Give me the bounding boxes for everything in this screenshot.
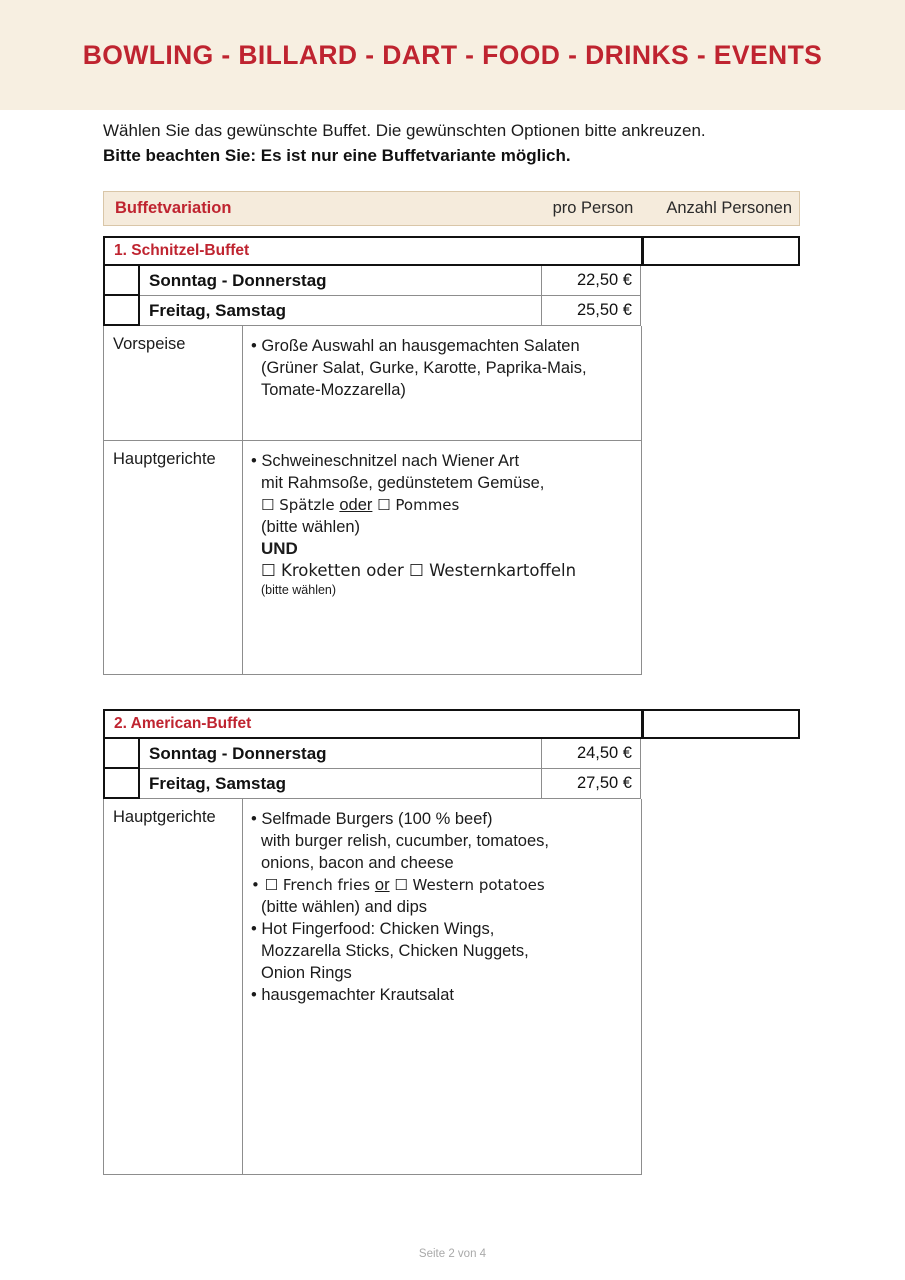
option-conjunction: oder xyxy=(339,496,373,514)
option-note: (bitte wählen) xyxy=(261,518,361,536)
anzahl-personen-input-american[interactable] xyxy=(642,709,800,739)
price-row-amount: 22,50 € xyxy=(542,266,641,296)
price-row-amount: 27,50 € xyxy=(542,769,641,799)
price-row-amount: 24,50 € xyxy=(542,739,641,769)
dish-line: • Große Auswahl an hausgemachten Salaten xyxy=(251,337,580,355)
option-connector-und: UND xyxy=(261,539,298,558)
checkbox-western-potatoes[interactable]: ☐ Western potatoes xyxy=(389,876,545,894)
course-label: Hauptgerichte xyxy=(104,441,243,675)
buffet-title-box xyxy=(103,709,643,739)
option-line-kroketten-westernkartoffeln[interactable]: ☐ Kroketten oder ☐ Westernkartoffeln xyxy=(261,561,577,580)
price-row xyxy=(103,296,800,326)
column-header-anzahl-personen: Anzahl Personen xyxy=(666,199,792,217)
page-number-label: Seite 2 von 4 xyxy=(418,1248,487,1260)
course-label: Hauptgerichte xyxy=(104,799,243,1175)
option-note: (bitte wählen) and dips xyxy=(261,898,428,916)
course-row-hauptgerichte xyxy=(103,799,800,1175)
buffet-title-box xyxy=(103,236,643,266)
banner-title: BOWLING - BILLARD - DART - FOOD - DRINKS - EVENTS xyxy=(82,39,823,70)
option-conjunction: or xyxy=(374,876,390,894)
dish-line: Tomate-Mozzarella) xyxy=(261,381,406,399)
checkbox-spaetzle[interactable]: ☐ Spätzle xyxy=(261,496,340,514)
dish-line: • Selfmade Burgers (100 % beef) xyxy=(251,810,493,828)
dish-line: • Schweineschnitzel nach Wiener Art xyxy=(251,452,520,470)
anzahl-personen-input-schnitzel[interactable] xyxy=(642,236,800,266)
course-row-vorspeise xyxy=(103,326,800,441)
table-column-header xyxy=(103,191,800,226)
buffet-select-checkbox-american-fri-sat[interactable] xyxy=(103,769,140,799)
price-row-days: Freitag, Samstag xyxy=(140,296,542,326)
price-row-amount: 25,50 € xyxy=(542,296,641,326)
dish-line: onions, bacon and cheese xyxy=(261,854,454,872)
buffet-title: 1. Schnitzel-Buffet xyxy=(114,242,250,259)
checkbox-french-fries[interactable]: • ☐ French fries xyxy=(251,876,375,894)
price-row xyxy=(103,266,800,296)
course-row-hauptgerichte xyxy=(103,441,800,675)
dish-line: Onion Rings xyxy=(261,964,352,982)
dish-line: (Grüner Salat, Gurke, Karotte, Paprika-Mais, xyxy=(261,359,587,377)
buffet-select-checkbox-schnitzel-sun-thu[interactable] xyxy=(103,266,140,296)
buffet-block-american xyxy=(103,709,800,1175)
intro-line-1: Wählen Sie das gewünschte Buffet. Die gewünschten Optionen bitte ankreuzen. xyxy=(103,121,706,140)
column-header-buffetvariation: Buffetvariation xyxy=(115,199,232,217)
price-row-days: Sonntag - Donnerstag xyxy=(140,266,542,296)
checkbox-pommes[interactable]: ☐ Pommes xyxy=(372,496,460,514)
buffet-select-checkbox-schnitzel-fri-sat[interactable] xyxy=(103,296,140,326)
course-body xyxy=(243,799,642,1175)
price-row xyxy=(103,739,800,769)
buffet-title-row xyxy=(103,709,800,739)
course-label: Vorspeise xyxy=(104,326,243,441)
intro-line-2: Bitte beachten Sie: Es ist nur eine Buffetvariante möglich. xyxy=(103,146,571,165)
buffet-title-row xyxy=(103,236,800,266)
column-header-pro-person: pro Person xyxy=(552,199,634,217)
option-line-fries-potatoes xyxy=(251,874,635,896)
buffet-select-checkbox-american-sun-thu[interactable] xyxy=(103,739,140,769)
price-row xyxy=(103,769,800,799)
dish-line: mit Rahmsoße, gedünstetem Gemüse, xyxy=(261,474,545,492)
price-row-days: Sonntag - Donnerstag xyxy=(140,739,542,769)
price-row-days: Freitag, Samstag xyxy=(140,769,542,799)
dish-line: with burger relish, cucumber, tomatoes, xyxy=(261,832,549,850)
dish-line: Mozzarella Sticks, Chicken Nuggets, xyxy=(261,942,529,960)
buffet-title: 2. American-Buffet xyxy=(114,715,252,732)
option-note: (bitte wählen) xyxy=(261,583,337,597)
page-footer xyxy=(0,1248,905,1260)
course-body xyxy=(243,441,642,675)
intro-text xyxy=(103,119,823,168)
dish-line: • hausgemachter Krautsalat xyxy=(251,986,454,1004)
course-body xyxy=(243,326,642,441)
option-line-spaetzle-pommes xyxy=(251,494,635,516)
dish-line: • Hot Fingerfood: Chicken Wings, xyxy=(251,920,495,938)
buffet-block-schnitzel xyxy=(103,236,800,675)
page-banner xyxy=(0,0,905,110)
